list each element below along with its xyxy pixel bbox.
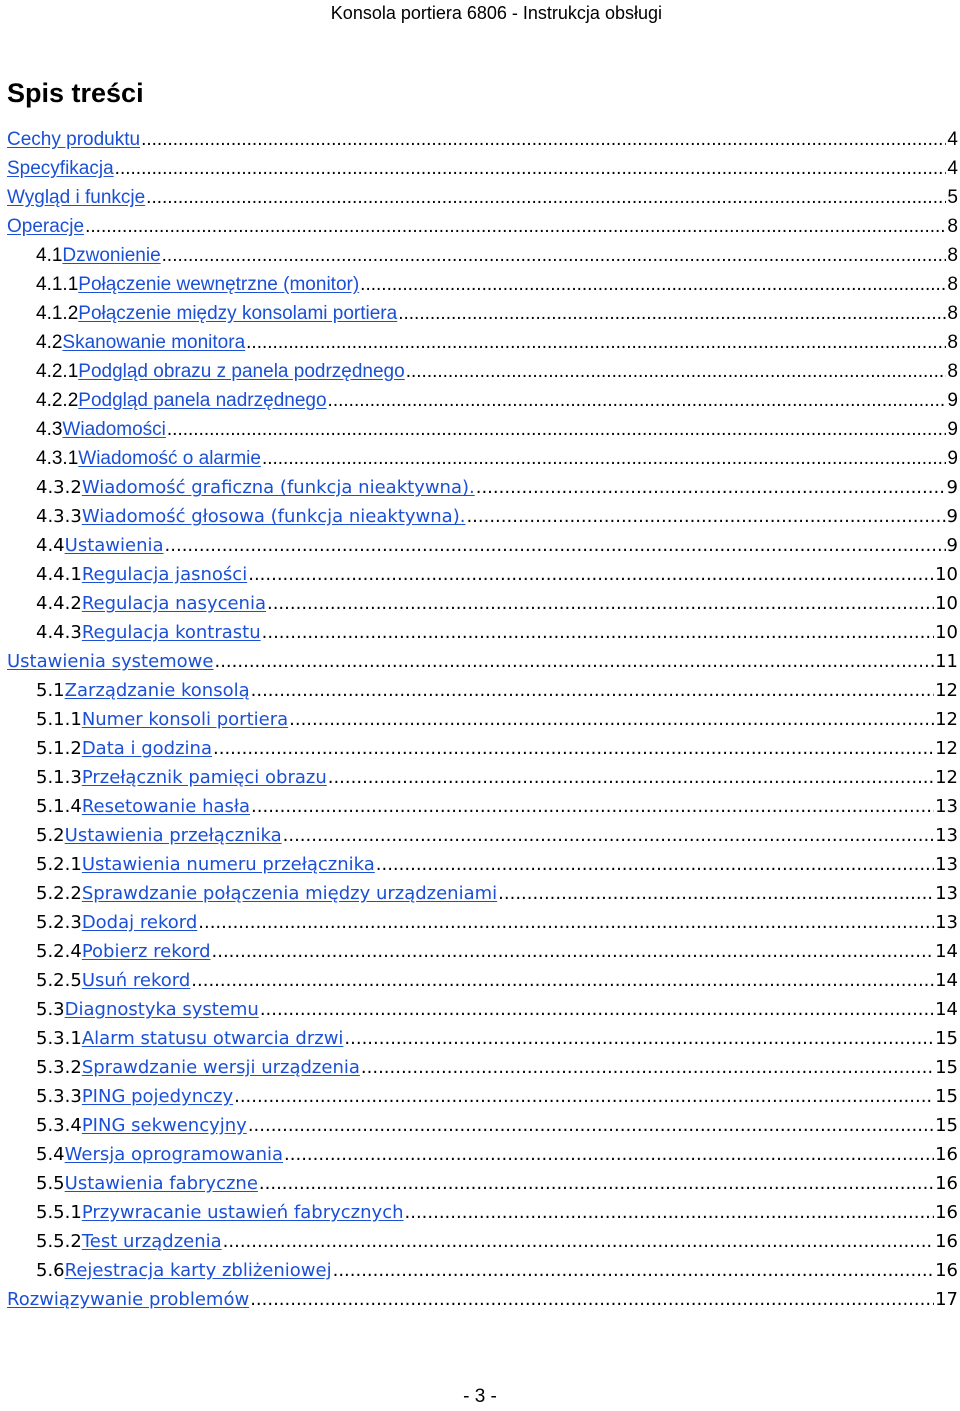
toc-entry-page: 10	[935, 593, 958, 614]
toc-entry-page: 10	[935, 622, 958, 643]
toc-entry-page: 16	[935, 1173, 958, 1194]
toc-entry[interactable]	[7, 937, 958, 966]
toc-entry[interactable]	[7, 792, 958, 821]
toc-entry-link[interactable]: PING pojedynczy	[81, 1086, 234, 1107]
toc-entry-page: 8	[947, 274, 958, 295]
toc-entry-number: 5.3.3	[36, 1086, 82, 1107]
toc-entry-number: 4.3.1	[36, 448, 79, 469]
toc-entry[interactable]	[7, 270, 958, 299]
toc-entry-link[interactable]: Test urządzenia	[81, 1231, 222, 1252]
toc-entry[interactable]	[7, 734, 958, 763]
toc-entry-number: 4.4.1	[36, 564, 82, 585]
toc-entry[interactable]	[7, 1053, 958, 1082]
toc-entry-link[interactable]: Specyfikacja	[7, 158, 114, 179]
toc-dot-leader	[198, 908, 934, 937]
toc-entry[interactable]	[7, 821, 958, 850]
toc-entry-page: 8	[947, 216, 958, 237]
toc-entry-page: 12	[935, 680, 958, 701]
toc-dot-leader	[476, 473, 946, 502]
toc-entry-link[interactable]: Zarządzanie konsolą	[64, 680, 250, 701]
toc-entry-link[interactable]: Rozwiązywanie problemów	[7, 1289, 250, 1310]
toc-dot-leader	[361, 1053, 934, 1082]
toc-dot-leader	[246, 328, 946, 357]
toc-entry[interactable]	[7, 966, 958, 995]
toc-dot-leader	[360, 270, 946, 299]
toc-entry[interactable]	[7, 1198, 958, 1227]
toc-entry-page: 9	[946, 506, 958, 527]
toc-entry-page: 8	[947, 245, 958, 266]
toc-entry-link[interactable]: Ustawienia systemowe	[7, 651, 214, 672]
toc-entry-number: 4.2.1	[36, 361, 79, 382]
toc-entry-page: 13	[935, 825, 958, 846]
toc-entry[interactable]	[7, 444, 958, 473]
toc-entry-number: 5.4	[36, 1144, 65, 1165]
toc-entry[interactable]	[7, 763, 958, 792]
toc-entry-link[interactable]: Skanowanie monitora	[62, 332, 246, 353]
toc-dot-leader	[344, 1024, 934, 1053]
toc-entry-page: 11	[935, 651, 958, 672]
toc-dot-leader	[165, 531, 946, 560]
toc-entry-number: 4.3.2	[36, 477, 82, 498]
toc-entry-link[interactable]: Wygląd i funkcje	[7, 187, 146, 208]
toc-entry-page: 8	[947, 332, 958, 353]
toc-entry[interactable]	[7, 386, 958, 415]
toc-entry[interactable]	[7, 879, 958, 908]
toc-entry-number: 5.1.4	[36, 796, 82, 817]
toc-dot-leader	[333, 1256, 935, 1285]
toc-entry-number: 5.5.1	[36, 1202, 82, 1223]
toc-entry[interactable]	[7, 850, 958, 879]
toc-entry-number: 4.3	[36, 419, 63, 440]
toc-dot-leader	[115, 154, 947, 183]
toc-entry-page: 13	[935, 854, 958, 875]
toc-dot-leader	[405, 1198, 935, 1227]
toc-entry-link[interactable]: Podgląd obrazu z panela podrzędnego	[78, 361, 405, 382]
toc-entry-page: 15	[935, 1057, 958, 1078]
toc-entry[interactable]	[7, 415, 958, 444]
toc-dot-leader	[162, 241, 947, 270]
toc-entry-number: 4.4	[36, 535, 65, 556]
toc-dot-leader	[328, 763, 934, 792]
toc-entry[interactable]	[7, 589, 958, 618]
toc-entry-link[interactable]: Operacje	[7, 216, 85, 237]
toc-entry[interactable]	[7, 1256, 958, 1285]
toc-dot-leader	[248, 560, 934, 589]
toc-entry-page: 16	[935, 1260, 958, 1281]
toc-entry[interactable]	[7, 1024, 958, 1053]
toc-entry-number: 4.4.2	[36, 593, 82, 614]
toc-entry[interactable]	[7, 531, 958, 560]
toc-entry-number: 5.3.2	[36, 1057, 82, 1078]
toc-dot-leader	[262, 444, 946, 473]
toc-entry-page: 14	[935, 999, 958, 1020]
toc-entry-page: 16	[935, 1231, 958, 1252]
toc-entry-link[interactable]: Przełącznik pamięci obrazu	[81, 767, 327, 788]
toc-entry[interactable]	[7, 908, 958, 937]
toc-entry[interactable]	[7, 328, 958, 357]
toc-entry-page: 5	[947, 187, 958, 208]
toc-dot-leader	[466, 502, 945, 531]
toc-entry-page: 16	[935, 1144, 958, 1165]
toc-entry-page: 9	[946, 477, 958, 498]
toc-entry[interactable]	[7, 212, 958, 241]
toc-dot-leader	[214, 647, 934, 676]
toc-entry-link[interactable]: Pobierz rekord	[81, 941, 211, 962]
toc-entry-page: 8	[947, 361, 958, 382]
toc-entry[interactable]	[7, 1140, 958, 1169]
toc-entry-number: 5.6	[36, 1260, 65, 1281]
toc-entry-number: 4.1	[36, 245, 63, 266]
toc-entry-number: 5.1	[36, 680, 65, 701]
toc-entry[interactable]	[7, 183, 958, 212]
toc-entry-page: 4	[947, 158, 958, 179]
toc-entry[interactable]	[7, 1285, 958, 1314]
toc-entry[interactable]	[7, 705, 958, 734]
toc-entry-link[interactable]: PING sekwencyjny	[81, 1115, 247, 1136]
toc-entry-link[interactable]: Diagnostyka systemu	[64, 999, 259, 1020]
toc-dot-leader	[267, 589, 934, 618]
toc-entry-number: 4.4.3	[36, 622, 82, 643]
document-header: Konsola portiera 6806 - Instrukcja obsługi	[330, 3, 662, 23]
toc-entry-link[interactable]: Sprawdzanie wersji urządzenia	[81, 1057, 360, 1078]
toc-entry-number: 4.1.1	[36, 274, 79, 295]
toc-entry-link[interactable]: Sprawdzanie połączenia między urządzeniami	[81, 883, 498, 904]
toc-entry[interactable]	[7, 618, 958, 647]
toc-dot-leader	[376, 850, 934, 879]
toc-entry-page: 9	[947, 419, 958, 440]
toc-entry[interactable]	[7, 473, 958, 502]
toc-dot-leader	[283, 821, 934, 850]
toc-entry-number: 5.5.2	[36, 1231, 82, 1252]
toc-entry-link[interactable]: Regulacja nasycenia	[81, 593, 266, 614]
toc-dot-leader	[141, 125, 946, 154]
toc-entry-link[interactable]: Wersja oprogramowania	[64, 1144, 284, 1165]
toc-entry[interactable]	[7, 995, 958, 1024]
toc-dot-leader	[259, 1169, 934, 1198]
toc-entry-link[interactable]: Dodaj rekord	[81, 912, 198, 933]
toc-entry[interactable]	[7, 357, 958, 386]
toc-entry-number: 4.2.2	[36, 390, 79, 411]
toc-entry-link[interactable]: Ustawienia numeru przełącznika	[81, 854, 375, 875]
toc-dot-leader	[191, 966, 934, 995]
toc-dot-leader	[85, 212, 946, 241]
toc-entry[interactable]	[7, 1227, 958, 1256]
toc-entry-page: 10	[935, 564, 958, 585]
toc-entry-page: 4	[947, 129, 958, 150]
toc-entry-page: 12	[935, 738, 958, 759]
toc-entry-number: 4.1.2	[36, 303, 79, 324]
toc-entry-link[interactable]: Ustawienia fabryczne	[64, 1173, 258, 1194]
toc-dot-leader	[251, 676, 934, 705]
toc-entry-link[interactable]: Regulacja jasności	[81, 564, 248, 585]
toc-entry-link[interactable]: Wiadomość graficzna (funkcja nieaktywna).	[81, 477, 475, 498]
toc-entry[interactable]	[7, 1111, 958, 1140]
toc-entry-page: 12	[935, 709, 958, 730]
toc-entry-number: 5.5	[36, 1173, 65, 1194]
page-number: - 3 -	[463, 1386, 497, 1407]
toc-dot-leader	[498, 879, 934, 908]
toc-entry-link[interactable]: Numer konsoli portiera	[81, 709, 289, 730]
toc-entry-link[interactable]: Cechy produktu	[7, 129, 141, 150]
toc-entry-number: 5.3.4	[36, 1115, 82, 1136]
toc-entry-page: 9	[946, 535, 958, 556]
toc-entry-link[interactable]: Przywracanie ustawień fabrycznych	[81, 1202, 404, 1223]
toc-entry[interactable]	[7, 241, 958, 270]
toc-entry-number: 4.3.3	[36, 506, 82, 527]
toc-entry-page: 17	[935, 1289, 958, 1310]
toc-dot-leader	[289, 705, 934, 734]
toc-dot-leader	[234, 1082, 934, 1111]
toc-dot-leader	[167, 415, 947, 444]
toc-entry-page: 15	[935, 1086, 958, 1107]
toc-entry-number: 5.1.2	[36, 738, 82, 759]
toc-dot-leader	[251, 792, 934, 821]
toc-entry[interactable]	[7, 1169, 958, 1198]
toc-dot-leader	[328, 386, 947, 415]
toc-entry[interactable]	[7, 1082, 958, 1111]
toc-dot-leader	[146, 183, 946, 212]
toc-dot-leader	[398, 299, 946, 328]
toc-entry-link[interactable]: Wiadomość głosowa (funkcja nieaktywna).	[81, 506, 466, 527]
toc-entry-number: 5.2.5	[36, 970, 82, 991]
toc-dot-leader	[284, 1140, 934, 1169]
toc-entry-page: 9	[947, 390, 958, 411]
toc-entry-link[interactable]: Dzwonienie	[62, 245, 161, 266]
toc-dot-leader	[212, 937, 935, 966]
toc-entry[interactable]	[7, 502, 958, 531]
toc-dot-leader	[248, 1111, 934, 1140]
toc-entry-link[interactable]: Połączenie między konsolami portiera	[78, 303, 398, 324]
toc-dot-leader	[260, 995, 934, 1024]
toc-entry-link[interactable]: Rejestracja karty zbliżeniowej	[64, 1260, 332, 1281]
toc-entry-number: 5.2.3	[36, 912, 82, 933]
toc-entry-link[interactable]: Podgląd panela nadrzędnego	[78, 390, 327, 411]
toc-entry-link[interactable]: Usuń rekord	[81, 970, 191, 991]
toc-entry-page: 8	[947, 303, 958, 324]
toc-entry-number: 5.2.2	[36, 883, 82, 904]
toc-dot-leader	[406, 357, 947, 386]
toc-entry-page: 13	[935, 912, 958, 933]
toc-entry-number: 5.1.1	[36, 709, 82, 730]
toc-entry[interactable]	[7, 676, 958, 705]
toc-entry-link[interactable]: Resetowanie hasła	[81, 796, 251, 817]
toc-entry-link[interactable]: Wiadomość o alarmie	[78, 448, 261, 469]
toc-entry-link[interactable]: Ustawienia	[64, 535, 164, 556]
toc-entry[interactable]	[7, 154, 958, 183]
toc-entry-link[interactable]: Wiadomości	[62, 419, 166, 440]
toc-entry[interactable]	[7, 125, 958, 154]
toc-entry-number: 4.2	[36, 332, 63, 353]
toc-entry-page: 13	[935, 796, 958, 817]
toc-dot-leader	[213, 734, 934, 763]
toc-entry-number: 5.2	[36, 825, 65, 846]
toc-entry[interactable]	[7, 560, 958, 589]
toc-entry[interactable]	[7, 299, 958, 328]
toc-entry-number: 5.3.1	[36, 1028, 82, 1049]
toc-entry-number: 5.2.4	[36, 941, 82, 962]
toc-entry-page: 9	[947, 448, 958, 469]
toc-entry[interactable]	[7, 647, 958, 676]
toc-entry-link[interactable]: Regulacja kontrastu	[81, 622, 261, 643]
toc-entry-page: 12	[935, 767, 958, 788]
toc-entry-page: 14	[935, 941, 958, 962]
toc-entry-page: 14	[935, 970, 958, 991]
toc-entry-number: 5.1.3	[36, 767, 82, 788]
toc-dot-leader	[223, 1227, 934, 1256]
toc-entry-page: 13	[935, 883, 958, 904]
table-of-contents	[7, 125, 958, 1314]
toc-heading: Spis treści	[7, 78, 144, 108]
toc-entry-page: 16	[935, 1202, 958, 1223]
toc-entry-link[interactable]: Alarm statusu otwarcia drzwi	[81, 1028, 344, 1049]
toc-entry-page: 15	[935, 1115, 958, 1136]
toc-dot-leader	[250, 1285, 934, 1314]
toc-dot-leader	[262, 618, 934, 647]
toc-entry-number: 5.3	[36, 999, 65, 1020]
toc-entry-number: 5.2.1	[36, 854, 82, 875]
toc-entry-link[interactable]: Połączenie wewnętrzne (monitor)	[78, 274, 360, 295]
toc-entry-link[interactable]: Data i godzina	[81, 738, 212, 759]
toc-entry-link[interactable]: Ustawienia przełącznika	[64, 825, 282, 846]
toc-entry-page: 15	[935, 1028, 958, 1049]
